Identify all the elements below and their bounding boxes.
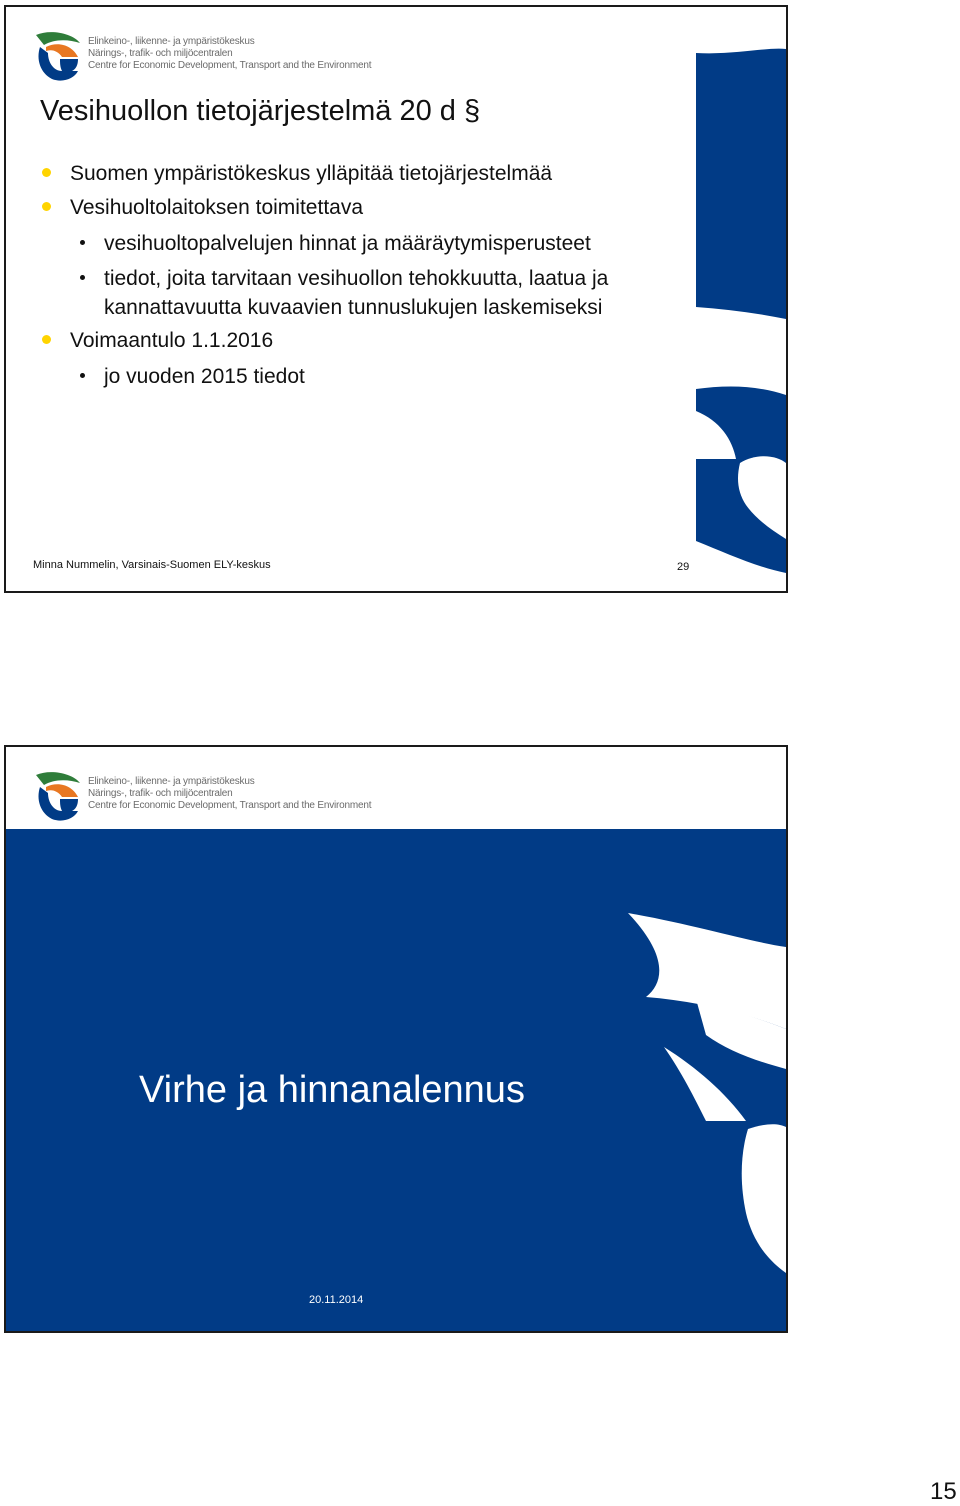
logo-line-1: Elinkeino-, liikenne- ja ympäristökeskus — [88, 36, 255, 47]
bullet-item — [6, 328, 696, 354]
slide-date: 20.11.2014 — [309, 1294, 364, 1306]
document-page-number: 15 — [930, 1478, 957, 1505]
ely-logo — [32, 769, 372, 823]
bullet-item — [6, 161, 696, 187]
logo-line-2: Närings-, trafik- och miljöcentralen — [88, 48, 233, 59]
slide-title: Vesihuollon tietojärjestelmä 20 d § — [40, 95, 481, 127]
slide-2 — [4, 745, 788, 1333]
bullet-text: Suomen ympäristökeskus ylläpitää tietojärjestelmää — [70, 162, 553, 185]
decorative-side-band — [696, 7, 786, 591]
logo-line-3: Centre for Economic Development, Transport and the Environment — [88, 60, 372, 71]
sub-bullet-text: jo vuoden 2015 tiedot — [104, 365, 305, 388]
yellow-bullet-icon — [42, 335, 51, 344]
yellow-bullet-icon — [42, 168, 51, 177]
bullet-list — [6, 161, 696, 397]
black-bullet-icon — [80, 240, 85, 245]
sub-bullet-item — [6, 362, 696, 391]
logo-line-3: Centre for Economic Development, Transport and the Environment — [88, 800, 372, 811]
ely-logo — [32, 29, 372, 83]
slide-1 — [4, 5, 788, 593]
sub-bullet-text: vesihuoltopalvelujen hinnat ja määräytymisperusteet — [104, 232, 591, 255]
title-band — [6, 829, 786, 1331]
bullet-text: Voimaantulo 1.1.2016 — [70, 329, 274, 352]
logo-line-1: Elinkeino-, liikenne- ja ympäristökeskus — [88, 776, 255, 787]
sub-bullet-item — [6, 264, 696, 322]
bullet-text: Vesihuoltolaitoksen toimitettava — [70, 196, 364, 219]
slide-footer: Minna Nummelin, Varsinais-Suomen ELY-keskus — [33, 559, 271, 571]
sub-bullet-text: tiedot, joita tarvitaan vesihuollon tehokkuutta, laatua ja kannattavuutta kuvaavien tunnuslukujen laskemiseksi — [104, 267, 609, 319]
slide-page-number: 29 — [677, 561, 690, 573]
black-bullet-icon — [80, 373, 85, 378]
ely-leaf-logo-icon — [32, 29, 84, 83]
slide-title: Virhe ja hinnanalennus — [139, 1069, 525, 1111]
yellow-bullet-icon — [42, 202, 51, 211]
ely-leaf-logo-icon — [32, 769, 84, 823]
black-bullet-icon — [80, 275, 85, 280]
bullet-item — [6, 195, 696, 221]
logo-line-2: Närings-, trafik- och miljöcentralen — [88, 788, 233, 799]
sub-bullet-item — [6, 229, 696, 258]
